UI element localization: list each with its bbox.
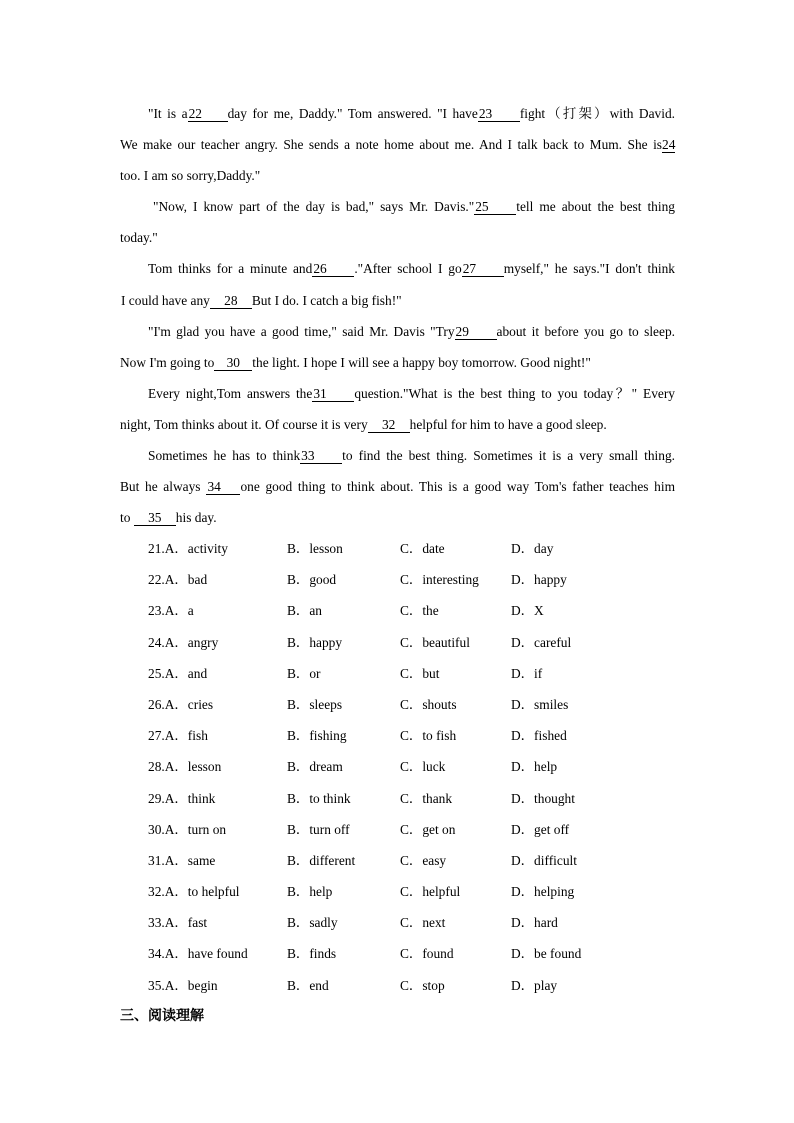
question-row bbox=[148, 907, 688, 938]
question-row bbox=[148, 627, 688, 658]
passage-text: We make our teacher angry. She sends a note home about me. And I talk back to Mum. She is bbox=[120, 137, 662, 153]
option-b: B．an bbox=[287, 603, 322, 619]
option-d: D．fished bbox=[511, 728, 567, 744]
passage-line-10 bbox=[120, 378, 675, 409]
option-a bbox=[148, 533, 228, 564]
option-text: A．same bbox=[164, 852, 216, 868]
option-c: C．helpful bbox=[400, 884, 461, 900]
blank-22: 22 bbox=[188, 107, 228, 122]
option-d: D．difficult bbox=[511, 852, 577, 868]
question-row bbox=[148, 564, 688, 595]
passage-text: to bbox=[120, 510, 131, 526]
passage-text: fight（打架）with David. bbox=[519, 106, 675, 121]
option-c: C．the bbox=[400, 603, 439, 619]
option-b: B．turn off bbox=[287, 821, 350, 837]
option-c: C．date bbox=[400, 541, 445, 556]
question-row bbox=[148, 751, 688, 782]
question-number: 34. bbox=[148, 946, 165, 962]
option-text: A．lesson bbox=[164, 759, 222, 775]
blank-29: 29 bbox=[455, 325, 497, 340]
question-row bbox=[148, 689, 688, 720]
passage-line-13 bbox=[120, 471, 675, 502]
blank-28: 28 bbox=[210, 294, 252, 309]
option-c: C．thank bbox=[400, 790, 453, 806]
passage-text: "I'm glad you have a good time," said Mr. Davis "Try bbox=[148, 323, 455, 339]
passage-line-7 bbox=[120, 285, 675, 316]
blank-30: 30 bbox=[214, 356, 252, 371]
option-c: C．get on bbox=[400, 821, 456, 837]
option-d: D．get off bbox=[511, 821, 570, 837]
blank-32: 32 bbox=[368, 418, 410, 433]
option-d: D．day bbox=[511, 541, 554, 556]
blank-23: 23 bbox=[478, 107, 520, 122]
passage-text: Every night,Tom answers the bbox=[148, 385, 313, 401]
option-d: D．hard bbox=[511, 915, 558, 931]
option-a bbox=[148, 783, 215, 814]
option-c: C．interesting bbox=[400, 572, 479, 588]
passage-text: Sometimes he has to think bbox=[148, 448, 301, 464]
option-c: C．shouts bbox=[400, 696, 457, 712]
option-b: B．help bbox=[287, 884, 333, 900]
passage-text: Tom thinks for a minute and bbox=[148, 261, 313, 277]
option-b: B．finds bbox=[287, 946, 337, 962]
option-d: D．happy bbox=[511, 572, 567, 588]
passage-text: one good thing to think about. This is a good way Tom's father teaches him bbox=[240, 479, 675, 495]
option-text: A．to helpful bbox=[164, 884, 240, 900]
question-row bbox=[148, 814, 688, 845]
passage-line-4 bbox=[120, 191, 675, 222]
passage-line-3 bbox=[120, 160, 675, 191]
question-number: 29. bbox=[148, 790, 165, 806]
option-text: A．have found bbox=[164, 946, 248, 962]
question-number: 23. bbox=[148, 603, 165, 619]
blank-26: 26 bbox=[312, 262, 354, 277]
option-c: C．but bbox=[400, 665, 440, 681]
passage-text: ."After school I go bbox=[354, 261, 462, 277]
option-text: A．bad bbox=[164, 572, 208, 588]
passage-text: too. I am so sorry,Daddy." bbox=[120, 168, 261, 184]
option-a bbox=[148, 938, 248, 969]
question-row bbox=[148, 533, 688, 564]
passage-text: Now I'm going to bbox=[120, 354, 215, 370]
answer-options bbox=[148, 533, 688, 1001]
option-a bbox=[148, 970, 218, 1001]
passage-text: night, Tom thinks about it. Of course it is very bbox=[120, 416, 368, 432]
option-text: A．think bbox=[164, 790, 216, 806]
option-c: C．stop bbox=[400, 977, 445, 993]
option-c: C．found bbox=[400, 946, 454, 962]
option-text: A．turn on bbox=[164, 821, 227, 837]
option-a bbox=[148, 564, 207, 595]
option-d: D．helping bbox=[511, 884, 575, 900]
question-row bbox=[148, 970, 688, 1001]
option-b: B．to think bbox=[287, 790, 351, 806]
passage-line-11 bbox=[120, 409, 675, 440]
option-a bbox=[148, 907, 207, 938]
question-row bbox=[148, 845, 688, 876]
question-row bbox=[148, 783, 688, 814]
passage-text: myself," he says."I don't think bbox=[503, 261, 675, 277]
passage-text: the light. I hope I will see a happy boy tomorrow. Good night!" bbox=[252, 354, 591, 370]
option-a bbox=[148, 627, 218, 658]
option-b: B．lesson bbox=[287, 541, 343, 556]
option-d: D．if bbox=[511, 665, 543, 681]
option-b: B．or bbox=[287, 665, 321, 681]
option-text: A．fish bbox=[164, 728, 208, 744]
option-b: B．end bbox=[287, 977, 329, 993]
passage-text: his day. bbox=[175, 510, 217, 526]
question-number: 25. bbox=[148, 665, 165, 681]
question-number: 27. bbox=[148, 728, 165, 744]
cloze-passage bbox=[120, 98, 675, 533]
option-d: D．play bbox=[511, 977, 558, 993]
question-number: 22. bbox=[148, 572, 165, 588]
passage-text: helpful for him to have a good sleep. bbox=[409, 416, 607, 432]
option-text: A．fast bbox=[164, 915, 208, 931]
passage-line-1 bbox=[120, 98, 675, 129]
blank-24: 24 bbox=[662, 137, 676, 153]
passage-text: "Now, I know part of the day is bad," says Mr. Davis." bbox=[153, 199, 475, 215]
option-a bbox=[148, 751, 221, 782]
passage-text: But he always bbox=[120, 479, 201, 495]
passage-line-2 bbox=[120, 129, 675, 160]
question-row bbox=[148, 938, 688, 969]
question-row bbox=[148, 595, 688, 626]
option-b: B．different bbox=[287, 852, 356, 868]
passage-text: "It is a bbox=[148, 106, 188, 121]
option-b: B．good bbox=[287, 572, 337, 588]
blank-25: 25 bbox=[474, 200, 516, 215]
blank-31: 31 bbox=[312, 387, 354, 402]
question-row bbox=[148, 658, 688, 689]
option-d: D．X bbox=[511, 603, 544, 619]
option-a bbox=[148, 689, 213, 720]
option-c: C．easy bbox=[400, 852, 447, 868]
passage-line-14 bbox=[120, 502, 675, 533]
passage-text: I could have any bbox=[121, 292, 210, 308]
section-heading: 三、阅读理解 bbox=[120, 1008, 204, 1024]
passage-text: But I do. I catch a big fish!" bbox=[251, 292, 402, 308]
option-text: A．cries bbox=[164, 696, 214, 712]
passage-text: day for me, Daddy." Tom answered. "I have bbox=[227, 106, 478, 121]
option-text: A．activity bbox=[164, 541, 228, 556]
question-number: 35. bbox=[148, 977, 165, 993]
blank-33: 33 bbox=[300, 449, 342, 464]
passage-text: tell me about the best thing bbox=[516, 199, 675, 215]
passage-line-5 bbox=[120, 222, 675, 253]
question-number: 24. bbox=[148, 634, 165, 650]
option-a bbox=[148, 595, 194, 626]
passage-text: today." bbox=[120, 230, 158, 246]
option-b: B．happy bbox=[287, 634, 343, 650]
passage-text: to find the best thing. Sometimes it is a very small thing. bbox=[342, 448, 675, 464]
option-c: C．beautiful bbox=[400, 634, 470, 650]
passage-line-9 bbox=[120, 347, 675, 378]
option-d: D．careful bbox=[511, 634, 572, 650]
question-number: 32. bbox=[148, 884, 165, 900]
option-a bbox=[148, 720, 208, 751]
option-b: B．dream bbox=[287, 759, 343, 775]
blank-27: 27 bbox=[462, 262, 504, 277]
option-d: D．smiles bbox=[511, 696, 569, 712]
question-number: 30. bbox=[148, 821, 165, 837]
passage-text: about it before you go to sleep. bbox=[496, 323, 675, 339]
option-a bbox=[148, 845, 215, 876]
question-number: 28. bbox=[148, 759, 165, 775]
blank-35: 35 bbox=[134, 511, 176, 526]
passage-text: question."What is the best thing to you today？" Every bbox=[354, 385, 675, 401]
passage-line-8 bbox=[120, 316, 675, 347]
passage-line-6 bbox=[120, 253, 675, 284]
option-d: D．be found bbox=[511, 946, 582, 962]
option-c: C．to fish bbox=[400, 728, 457, 744]
option-d: D．thought bbox=[511, 790, 575, 806]
option-b: B．sadly bbox=[287, 915, 338, 931]
option-b: B．fishing bbox=[287, 728, 347, 744]
question-number: 31. bbox=[148, 852, 165, 868]
question-number: 26. bbox=[148, 696, 165, 712]
option-a bbox=[148, 814, 226, 845]
option-c: C．luck bbox=[400, 759, 446, 775]
option-a bbox=[148, 876, 240, 907]
option-a bbox=[148, 658, 207, 689]
option-d: D．help bbox=[511, 759, 558, 775]
option-text: A．and bbox=[164, 665, 208, 681]
question-number: 21. bbox=[148, 541, 165, 556]
option-c: C．next bbox=[400, 915, 446, 931]
option-text: A．a bbox=[164, 603, 194, 619]
question-number: 33. bbox=[148, 915, 165, 931]
option-b: B．sleeps bbox=[287, 696, 343, 712]
passage-line-12 bbox=[120, 440, 675, 471]
question-row bbox=[148, 720, 688, 751]
blank-34: 34 bbox=[206, 480, 240, 495]
question-row bbox=[148, 876, 688, 907]
option-text: A．begin bbox=[164, 977, 218, 993]
option-text: A．angry bbox=[164, 634, 219, 650]
